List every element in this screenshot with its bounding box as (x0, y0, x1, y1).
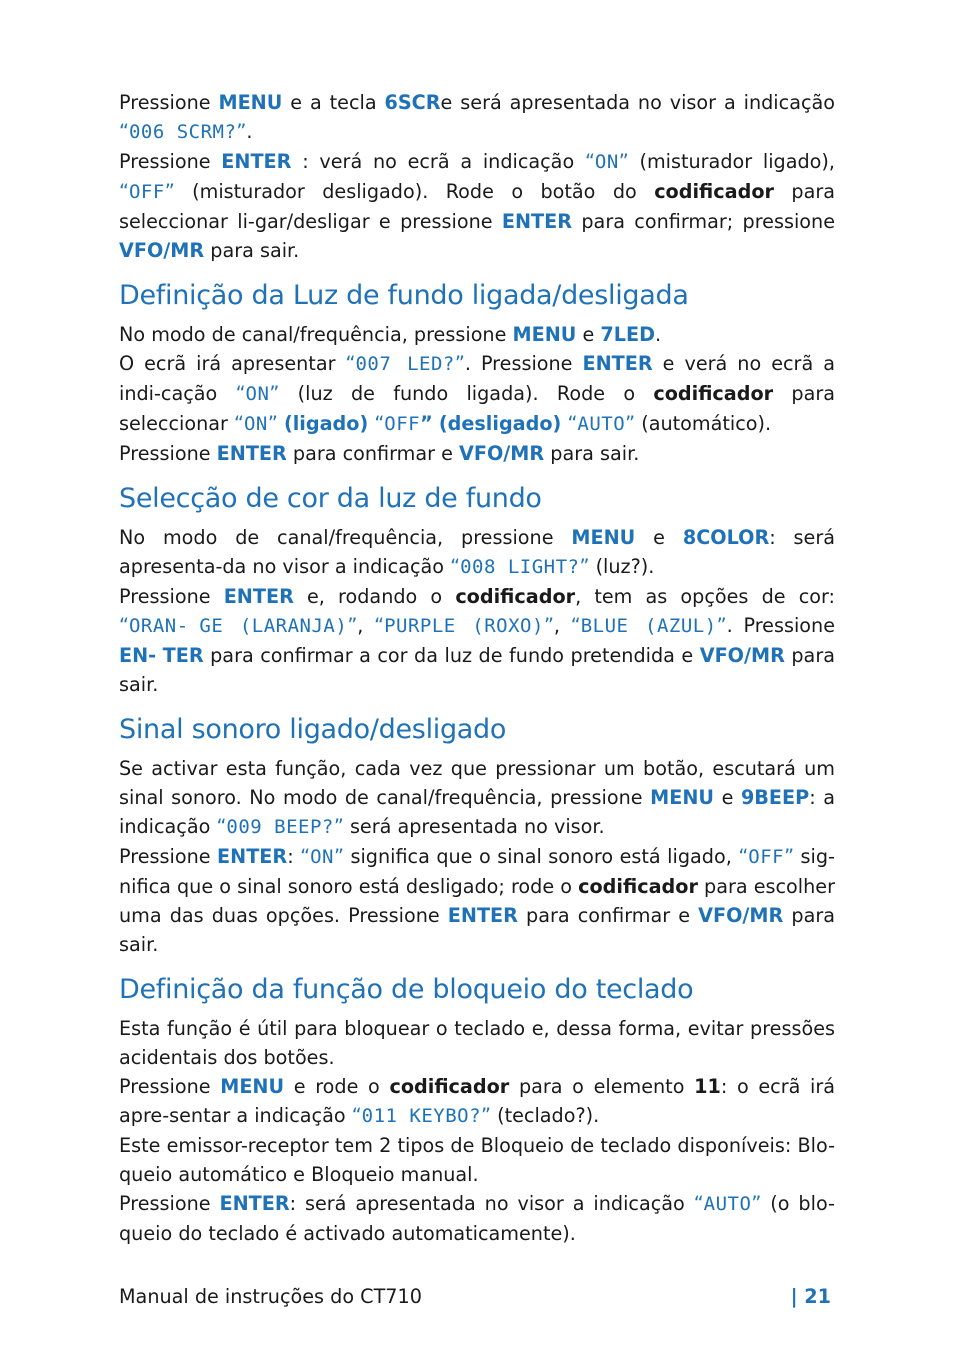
text: : verá no ecrã a indicação (302, 150, 575, 173)
page-number: | 21 (790, 1285, 831, 1308)
key-enter: ENTER (501, 210, 573, 233)
key-enter: ENTER (216, 442, 287, 465)
label-desligado: (desligado) (438, 412, 562, 435)
text: : o ecrã irá apre-sentar a indicação (119, 1075, 835, 1127)
text: O ecrã irá apresentar (119, 352, 336, 375)
lcd-007-led: 007 LED? (355, 353, 455, 375)
key-enter: ENTER (219, 1192, 290, 1215)
lcd-008-light: 008 LIGHT? (460, 556, 580, 578)
text: e será apresentada no visor a indicação (440, 91, 835, 114)
text: . (655, 323, 662, 346)
text: : será apresenta-da no visor a indicação (119, 526, 836, 578)
heading-beep: Sinal sonoro ligado/desligado (119, 714, 507, 745)
text: para sair. (550, 442, 640, 465)
lcd-on: ON (594, 151, 619, 173)
text: para confirmar a cor da luz de fundo pretendida e (210, 644, 694, 667)
paragraph-beep: Se activar esta função, cada vez que pressionar um botão, escutará um sinal sonoro. No modo de canal/frequência, pressione MENU e 9BEEP: a indicação “009 BEEP?” será apresentada no visor. Pressione ENTER: “ON” significa que o sinal sonoro está ligado, “OFF” sig-nifica que o sinal sonoro está desligado; rode o codificador para escolher uma das duas opções. Pressione ENTER para confirmar e VFO/MR para sair. (119, 757, 836, 956)
lcd-on: ON (245, 383, 270, 405)
text: e a tecla (290, 91, 377, 114)
key-vfo-mr: VFO/MR (699, 644, 785, 667)
text: para sair. (119, 644, 835, 696)
heading-keylock: Definição da função de bloqueio do teclado (119, 974, 694, 1005)
text: : (287, 845, 294, 868)
text: será apresentada no visor. (349, 815, 605, 838)
key-menu: MENU (571, 526, 636, 549)
text: Se activar esta função, cada vez que pressionar um botão, escutará um sinal sonoro. No modo de canal/frequência, pressione (119, 757, 835, 809)
text: Pressione (119, 442, 211, 465)
text: No modo de canal/frequência, pressione (119, 526, 554, 549)
text: (luz de fundo ligada). Rode o (297, 382, 636, 405)
text: Pressione (119, 150, 211, 173)
text: (automático). (641, 412, 772, 435)
text: Pressione (119, 1075, 211, 1098)
text: e rode o (293, 1075, 380, 1098)
key-8color: 8COLOR (682, 526, 770, 549)
key-enter: EN- (119, 644, 157, 667)
key-menu: MENU (650, 786, 714, 809)
lcd-blue: BLUE (AZUL) (580, 615, 717, 637)
text: significa que o sinal sonoro está ligado, (350, 845, 732, 868)
element-number: 11 (694, 1075, 721, 1098)
text: (misturador desligado). Rode o botão do (192, 180, 637, 203)
key-enter: ENTER (223, 585, 294, 608)
text: , tem as opções de cor: (575, 585, 835, 608)
text: . Pressione (726, 614, 835, 637)
lcd-auto: AUTO (703, 1193, 752, 1215)
bold-codificador: codificador (654, 180, 774, 203)
text: para confirmar e (292, 442, 453, 465)
lcd-on: ON (310, 846, 334, 868)
key-6scr: 6SCR (384, 91, 441, 114)
label-ligado: (ligado) (283, 412, 369, 435)
text: e verá no ecrã a indi-cação (119, 352, 835, 405)
manual-title: Manual de instruções do CT710 (119, 1285, 422, 1308)
text: (misturador ligado), (639, 150, 835, 173)
lcd-on: ON (243, 413, 268, 435)
paragraph-backlight: No modo de canal/frequência, pressione MENU e 7LED. O ecrã irá apresentar “007 LED?”. Pressione ENTER e verá no ecrã a indi-cação “ON” (luz de fundo ligada). Rode o codificador para seleccionar “ON” (ligado) “OFF” (desligado) “AUTO” (automático). Pressione ENTER para confirmar e VFO/MR para sair. (119, 323, 836, 465)
bold-codificador: codificador (578, 875, 698, 898)
page-content (119, 88, 835, 1248)
text: para confirmar; pressione (581, 210, 835, 233)
text: Esta função é útil para bloquear o teclado e, dessa forma, evitar pressões acidentais dos botões. (119, 1017, 835, 1069)
text: (luz?). (595, 555, 655, 578)
bold-codificador: codificador (455, 585, 576, 608)
bold-codificador: codificador (653, 382, 774, 405)
text: para sair. (210, 239, 300, 262)
text: para escolher uma das duas opções. Pressione (119, 875, 835, 927)
lcd-006-scrm: 006 SCRM? (128, 121, 237, 143)
key-vfo-mr: VFO/MR (459, 442, 545, 465)
text: e (721, 786, 734, 809)
heading-backlight-onoff: Definição da Luz de fundo ligada/desligada (119, 280, 689, 311)
key-enter: ENTER (217, 845, 288, 868)
text: Pressione (119, 91, 211, 114)
key-7led: 7LED (600, 323, 656, 346)
lcd-orange: ORAN- (128, 615, 189, 637)
key-vfo-mr: VFO/MR (119, 239, 205, 262)
text: para seleccionar (119, 382, 836, 435)
lcd-orange-laranja: GE (LARANJA) (199, 615, 348, 637)
paragraph-color: No modo de canal/frequência, pressione MENU e 8COLOR: será apresenta-da no visor a indicação “008 LIGHT?” (luz?). Pressione ENTER e, rodando o codificador, tem as opções de cor: “ORAN- GE (LARANJA)”, “PURPLE (ROXO)”, “BLUE (AZUL)”. Pressione EN- TER para confirmar a cor da luz de fundo pretendida e VFO/MR para sair. (119, 526, 836, 696)
key-9beep: 9BEEP (740, 786, 810, 809)
key-enter: ENTER (582, 352, 653, 375)
text: para sair. (119, 904, 836, 956)
key-menu: MENU (512, 323, 577, 346)
lcd-off: OFF (384, 413, 421, 435)
text: . (246, 120, 253, 143)
text: para confirmar e (526, 904, 691, 927)
bold-codificador: codificador (389, 1075, 510, 1098)
key-enter: ENTER (221, 150, 292, 173)
key-enter: TER (162, 644, 204, 667)
lcd-009-beep: 009 BEEP? (226, 816, 334, 838)
key-menu: MENU (218, 91, 283, 114)
text: Pressione (119, 845, 211, 868)
text: Pressione (119, 585, 211, 608)
text: No modo de canal/frequência, pressione (119, 323, 507, 346)
text: para seleccionar li-gar/desligar e pressione (119, 180, 835, 233)
text: para o elemento (518, 1075, 685, 1098)
lcd-off: OFF (128, 181, 165, 203)
heading-backlight-color: Selecção de cor da luz de fundo (119, 483, 542, 514)
paragraph-scramble: Pressione MENU e a tecla 6SCRe será apresentada no visor a indicação “006 SCRM?”. Pressione ENTER : verá no ecrã a indicação “ON” (misturador ligado), “OFF” (misturador desligado). Rode o botão do codificador para seleccionar li-gar/desligar e pressione ENTER para confirmar; pressione VFO/MR para sair. (119, 91, 835, 262)
text: (o blo-queio do teclado é activado automaticamente). (119, 1192, 835, 1245)
text: : será apresentada no visor a indicação (289, 1192, 685, 1215)
lcd-off: OFF (748, 846, 785, 868)
lcd-011-keybo: 011 KEYBO? (361, 1105, 482, 1127)
text: e (582, 323, 595, 346)
key-enter: ENTER (447, 904, 518, 927)
key-menu: MENU (220, 1075, 285, 1098)
paragraph-keylock: Esta função é útil para bloquear o teclado e, dessa forma, evitar pressões acidentais dos botões. Pressione MENU e rode o codificador para o elemento 11: o ecrã irá apre-sentar a indicação “011 KEYBO?” (teclado?). Este emissor-receptor tem 2 tipos de Bloqueio de teclado disponíveis: Blo-queio automático e Bloqueio manual. Pressione ENTER: será apresentada no visor a indicação “AUTO” (o blo-queio do teclado é activado automaticamente). (119, 1017, 835, 1245)
lcd-purple: PURPLE (ROXO) (384, 615, 544, 637)
text: e, rodando o (307, 585, 443, 608)
text: . Pressione (464, 352, 573, 375)
lcd-auto: AUTO (577, 413, 626, 435)
text: : a indicação (119, 786, 836, 838)
text: Este emissor-receptor tem 2 tipos de Bloqueio de teclado disponíveis: Blo-queio automático e Bloqueio manual. (119, 1134, 835, 1186)
text: e (653, 526, 665, 549)
text: Pressione (119, 1192, 211, 1215)
text: sig-nifica que o sinal sonoro está desligado; rode o (119, 845, 835, 898)
text: (teclado?). (497, 1104, 600, 1127)
key-vfo-mr: VFO/MR (698, 904, 784, 927)
